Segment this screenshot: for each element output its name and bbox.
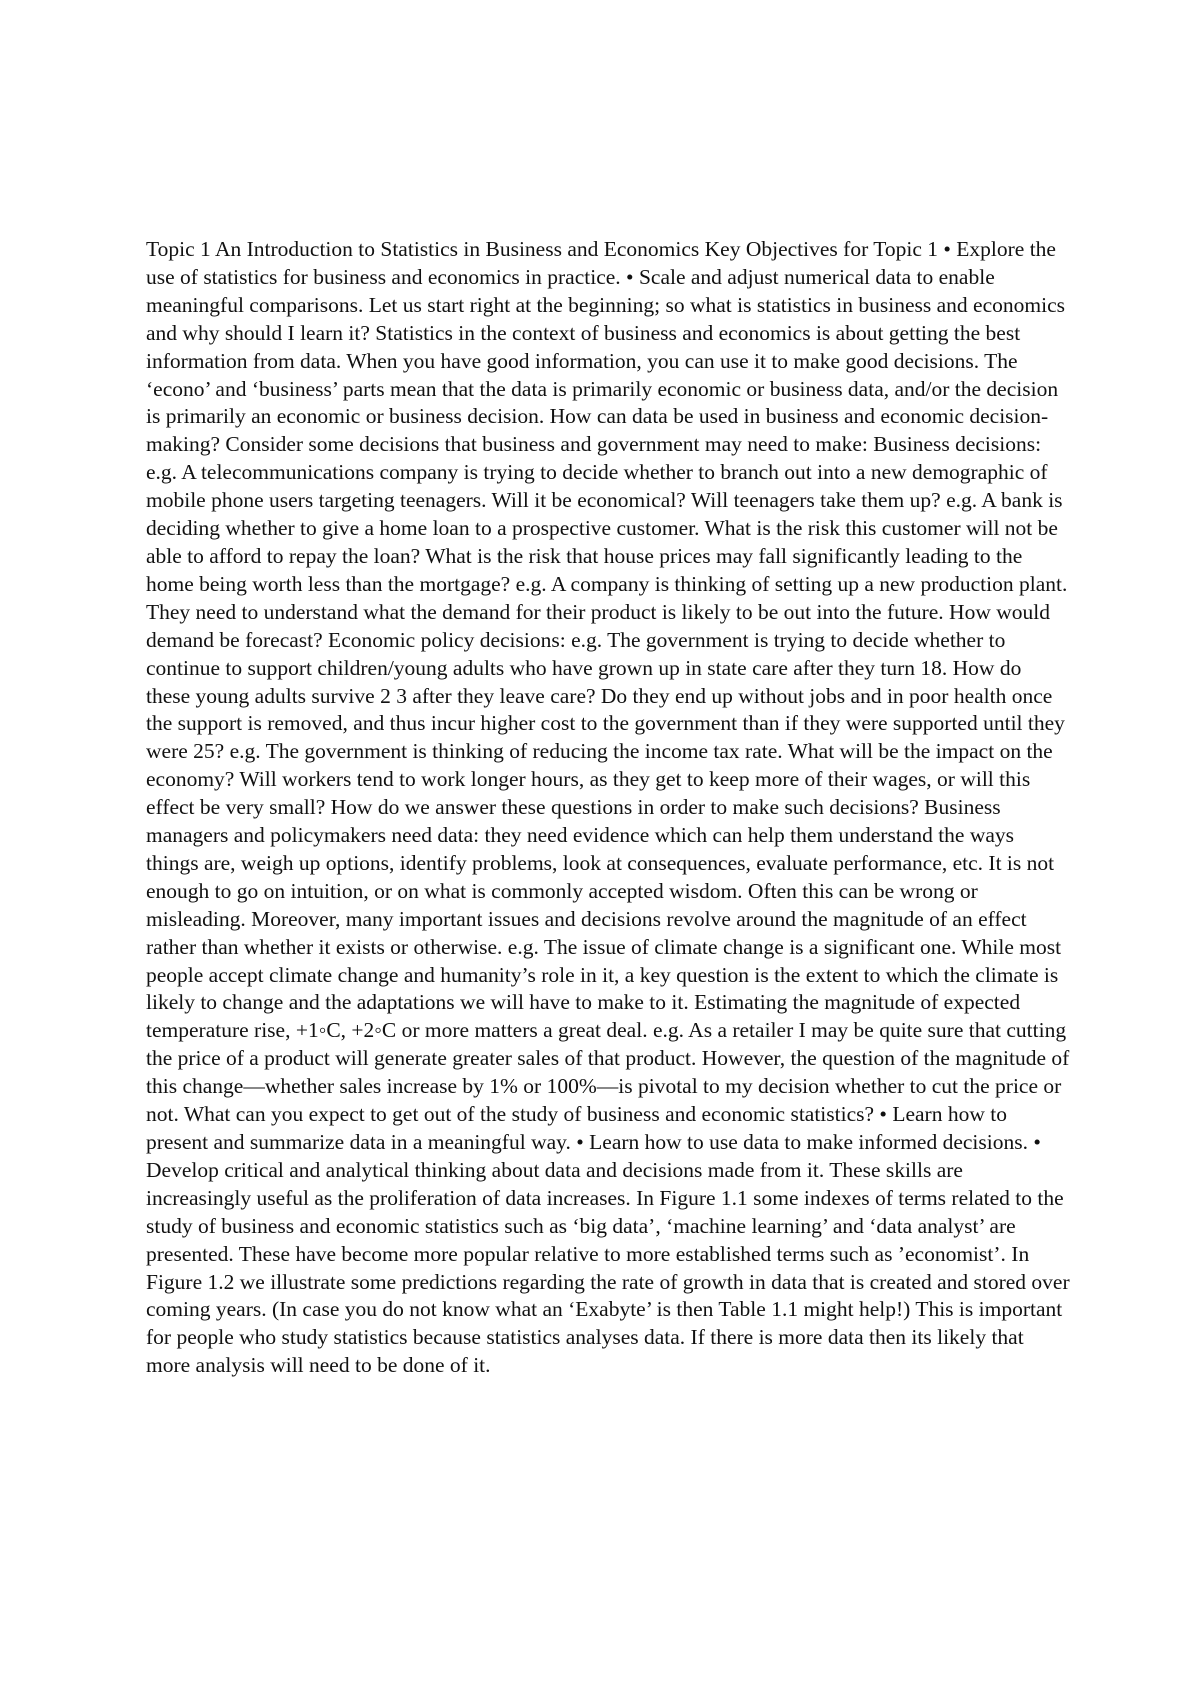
body-paragraph: Topic 1 An Introduction to Statistics in Business and Economics Key Objectives for Topic 1 • Explore the use of statistics for business and economics in practice. • Scale and adjust numerical data to enable meaningful comparisons. Let us start right at the beginning; so what is statistics in business and economics and why should I learn it? Statistics in the context of business and economics is about getting the best information from data. When you have good information, you can use it to make good decisions. The ‘econo’ and ‘business’ parts mean that the data is primarily economic or business data, and/or the decision is primarily an economic or business decision. How can data be used in business and economic decision-making? Consider some decisions that business and government may need to make: Business decisions: e.g. A telecommunications company is trying to decide whether to branch out into a new demographic of mobile phone users targeting teenagers. Will it be economical? Will teenagers take them up? e.g. A bank is deciding whether to give a home loan to a prospective customer. What is the risk this customer will not be able to afford to repay the loan? What is the risk that house prices may fall significantly leading to the home being worth less than the mortgage? e.g. A company is thinking of setting up a new production plant. They need to understand what the demand for their product is likely to be out into the future. How would demand be forecast? Economic policy decisions: e.g. The government is trying to decide whether to continue to support children/young adults who have grown up in state care after they turn 18. How do these young adults survive 2 3 after they leave care? Do they end up without jobs and in poor health once the support is removed, and thus incur higher cost to the government than if they were supported until they were 25? e.g. The government is thinking of reducing the income tax rate. What will be the impact on the economy? Will workers tend to work longer hours, as they get to keep more of their wages, or will this effect be very small? How do we answer these questions in order to make such decisions? Business managers and policymakers need data: they need evidence which can help them understand the ways things are, weigh up options, identify problems, look at consequences, evaluate performance, etc. It is not enough to go on intuition, or on what is commonly accepted wisdom. Often this can be wrong or misleading. Moreover, many important issues and decisions revolve around the magnitude of an effect rather than whether it exists or otherwise. e.g. The issue of climate change is a significant one. While most people accept climate change and humanity’s role in it, a key question is the extent to which the climate is likely to change and the adaptations we will have to make to it. Estimating the magnitude of expected temperature rise, +1◦C, +2◦C or more matters a great deal. e.g. As a retailer I may be quite sure that cutting the price of a product will generate greater sales of that product. However, the question of the magnitude of this change—whether sales increase by 1% or 100%—is pivotal to my decision whether to cut the price or not. What can you expect to get out of the study of business and economic statistics? • Learn how to present and summarize data in a meaningful way. • Learn how to use data to make informed decisions. • Develop critical and analytical thinking about data and decisions made from it. These skills are increasingly useful as the proliferation of data increases. In Figure 1.1 some indexes of terms related to the study of business and economic statistics such as ‘big data’, ‘machine learning’ and ‘data analyst’ are presented. These have become more popular relative to more established terms such as ’economist’. In Figure 1.2 we illustrate some predictions regarding the rate of growth in data that is created and stored over coming years. (In case you do not know what an ‘Exabyte’ is then Table 1.1 might help!) This is important for people who study statistics because statistics analyses data. If there is more data then its likely that more analysis will need to be done of it. [146,237,1070,1378]
